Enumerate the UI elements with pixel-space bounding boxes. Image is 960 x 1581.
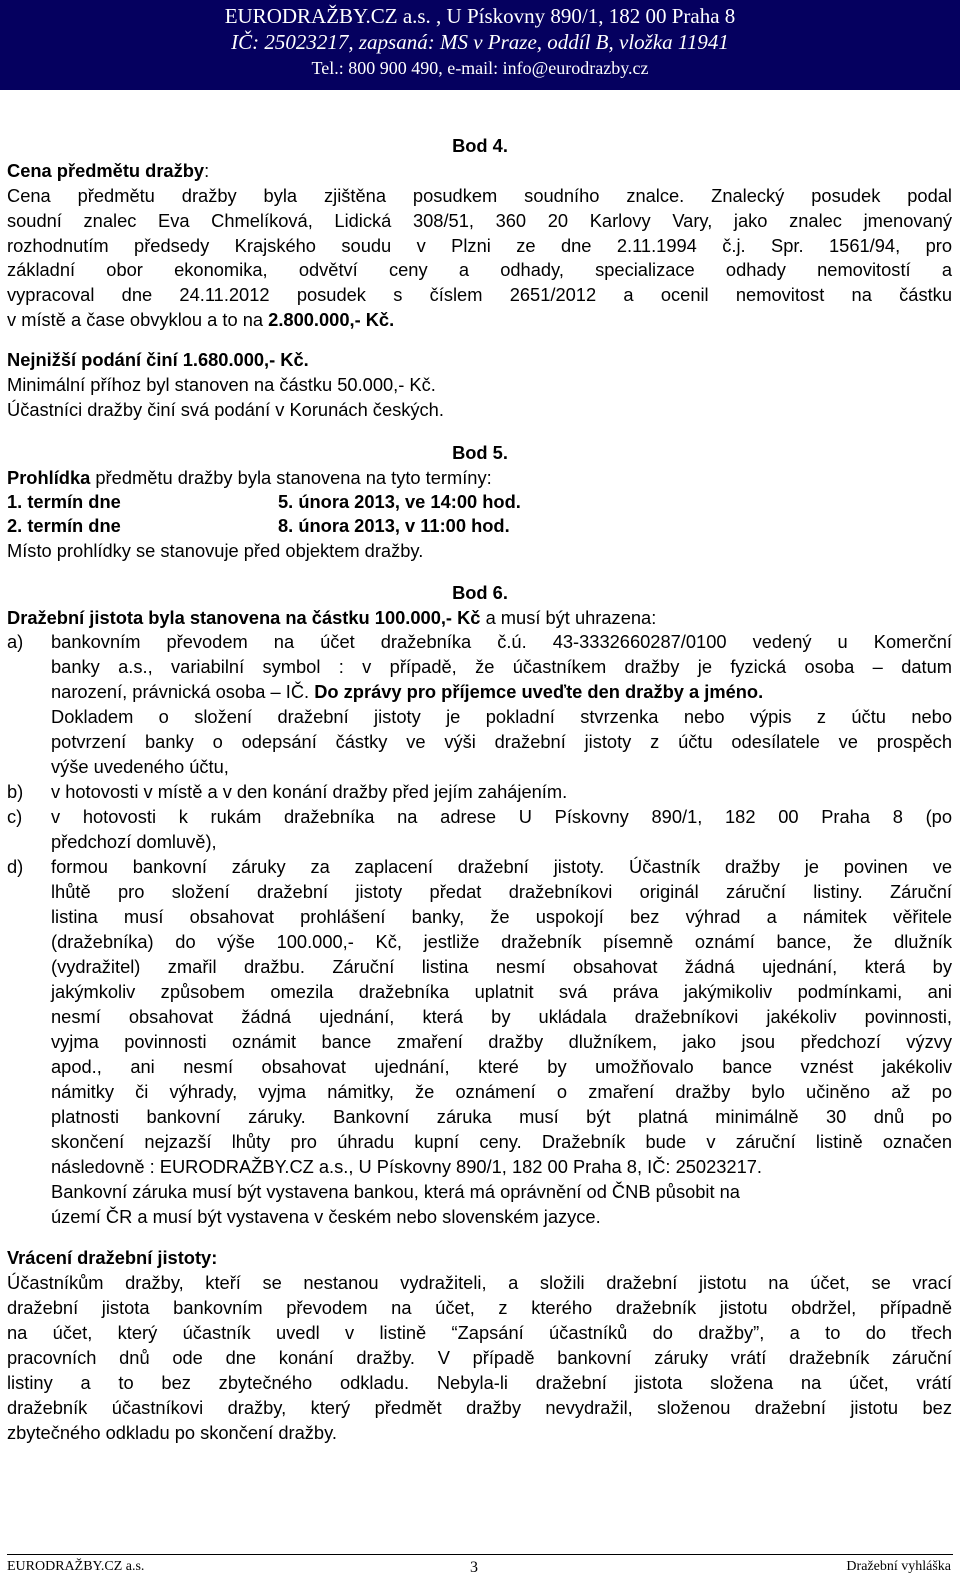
deposit-d-line: listina musí obsahovat prohlášení banky, že uspokojí bez výhrad a námitek věřitele bbox=[51, 906, 952, 927]
header-line-company: EURODRAŽBY.CZ a.s. , U Pískovny 890/1, 182 00 Praha 8 bbox=[224, 4, 736, 28]
deposit-c-line: předchozí domluvě), bbox=[51, 831, 217, 852]
refund-line-last: zbytečného odkladu po skončení dražby. bbox=[7, 1422, 337, 1443]
refund-line: Účastníkům dražby, kteří se nestanou vydražiteli, a složili dražební jistotu na účet, se vrací bbox=[7, 1272, 952, 1293]
deposit-a-line3-start: narození, právnická osoba – IČ. bbox=[51, 681, 315, 702]
deposit-b-line: v hotovosti v místě a v den konání dražby před jejím zahájením. bbox=[51, 781, 568, 802]
deposit-intro bbox=[7, 606, 656, 629]
deposit-a-line bbox=[51, 680, 763, 703]
footer-document-type: Dražební vyhláška bbox=[846, 1559, 951, 1574]
company-header bbox=[0, 0, 960, 90]
inspection-place: Místo prohlídky se stanovuje před objektem dražby. bbox=[7, 540, 424, 561]
deposit-d-line: (vydražitel) zmařil dražbu. Záruční listina nesmí obsahovat žádná ujednání, která by bbox=[51, 956, 952, 977]
bod4-line: soudní znalec Eva Chmelíková, Lidická 308/51, 360 20 Karlovy Vary, jako znalec jmenovaný bbox=[7, 210, 952, 231]
inspection-term-label: 2. termín dne bbox=[7, 515, 121, 536]
list-marker-b: b) bbox=[7, 781, 24, 802]
bod4-title bbox=[7, 159, 209, 182]
header-line-contact: Tel.: 800 900 490, e-mail: info@eurodrazby.cz bbox=[311, 58, 649, 78]
footer-company: EURODRAŽBY.CZ a.s. bbox=[7, 1559, 145, 1574]
min-increment: Minimální příhoz byl stanoven na částku 50.000,- Kč. bbox=[7, 374, 436, 395]
inspection-term-label: 1. termín dne bbox=[7, 491, 121, 512]
bod5-heading: Bod 5. bbox=[452, 442, 508, 463]
bod4-line: základní obor ekonomika, odvětví ceny a odhady, specializace odhady nemovitostí a bbox=[7, 259, 952, 280]
inspection-term-value: 8. února 2013, v 11:00 hod. bbox=[278, 515, 510, 536]
page-footer bbox=[0, 1554, 960, 1581]
deposit-d-tail-line: území ČR a musí být vystavena v českém nebo slovenském jazyce. bbox=[51, 1206, 601, 1227]
deposit-d-tail-line: Bankovní záruka musí být vystavena bankou, která má oprávnění od ČNB působit na bbox=[51, 1181, 740, 1202]
deposit-d-line: formou bankovní záruky za zaplacení dražební jistoty. Účastník dražby je povinen ve bbox=[51, 856, 952, 877]
inspection-intro-rest: předmětu dražby byla stanovena na tyto termíny: bbox=[90, 467, 492, 488]
deposit-d-line: skončení nejzazší lhůty pro úhradu kupní ceny. Dražebník bude v záruční listině označen bbox=[51, 1131, 952, 1152]
deposit-a-line: potvrzení banky o odepsání částky ve výši dražební jistoty z účtu odesílatele ve prospěch bbox=[51, 731, 952, 752]
deposit-a-line: bankovním převodem na účet dražebníka č.ú. 43-3332660287/0100 vedený u Komerční bbox=[51, 631, 952, 652]
bod4-price-line bbox=[7, 308, 394, 331]
bod4-price-prefix: v místě a čase obvyklou a to na bbox=[7, 309, 269, 330]
deposit-d-line: nesmí obsahovat žádná ujednání, která by ukládala dražebníkovi jakékoliv povinnosti, bbox=[51, 1006, 952, 1027]
refund-title: Vrácení dražební jistoty: bbox=[7, 1247, 218, 1268]
deposit-d-line: vyjma povinnosti oznámit bance zmaření dražby dlužníkem, jako jsou předchozí výzvy bbox=[51, 1031, 952, 1052]
lowest-bid: Nejnižší podání činí 1.680.000,- Kč. bbox=[7, 349, 309, 370]
list-marker-a: a) bbox=[7, 631, 24, 652]
page-number: 3 bbox=[470, 1559, 478, 1576]
deposit-c-line: v hotovosti k rukám dražebníka na adrese U Pískovny 890/1, 182 00 Praha 8 (po bbox=[51, 806, 952, 827]
deposit-a-line3-bold: Do zprávy pro příjemce uveďte den dražby a jméno. bbox=[314, 681, 764, 702]
bod4-line: Cena předmětu dražby byla zjištěna posudkem soudního znalce. Znalecký posudek podal bbox=[7, 185, 952, 206]
bod4-title-text: Cena předmětu dražby bbox=[7, 160, 205, 181]
bod4-title-colon: : bbox=[204, 160, 210, 181]
deposit-d-line: lhůtě pro složení dražební jistoty předat dražebníkovi originál záruční listiny. Záruční bbox=[51, 881, 952, 902]
deposit-intro-bold: Dražební jistota byla stanovena na částku 100.000,- Kč bbox=[7, 607, 481, 628]
bod4-line: vypracoval dne 24.11.2012 posudek s číslem 2651/2012 a ocenil nemovitost na částku bbox=[7, 284, 952, 305]
bod4-price-value: 2.800.000,- Kč. bbox=[268, 309, 395, 330]
refund-line: pracovních dnů ode dne konání dražby. V případě bankovní záruky vrátí dražebník záruční bbox=[7, 1347, 952, 1368]
refund-line: dražební jistota bankovním převodem na účet, z kterého dražebník jistotu obdržel, případně bbox=[7, 1297, 952, 1318]
deposit-a-line: Dokladem o složení dražební jistoty je pokladní stvrzenka nebo výpis z účtu nebo bbox=[51, 706, 952, 727]
deposit-d-line: apod., ani nesmí obsahovat ujednání, které by umožňovalo bance vznést jakékoliv bbox=[51, 1056, 952, 1077]
refund-line: na účet, který účastník uvedl v listině “Zapsání účastníků do dražby”, a to do třech bbox=[7, 1322, 952, 1343]
list-marker-d: d) bbox=[7, 856, 24, 877]
bod6-heading: Bod 6. bbox=[452, 582, 508, 603]
bod4-line: rozhodnutím předsedy Krajského soudu v Plzni ze dne 2.11.1994 č.j. Spr. 1561/94, pro bbox=[7, 235, 952, 256]
bod4-heading: Bod 4. bbox=[452, 135, 508, 156]
deposit-a-line: výše uvedeného účtu, bbox=[51, 756, 229, 777]
refund-line: listiny a to bez zbytečného odkladu. Nebyla-li dražební jistota složena na účet, vrátí bbox=[7, 1372, 952, 1393]
deposit-d-line: jakýmkoliv způsobem omezila dražebníka uplatnit svá práva jakýmikoliv podmínkami, ani bbox=[51, 981, 952, 1002]
list-marker-c: c) bbox=[7, 806, 23, 827]
inspection-intro bbox=[7, 466, 492, 489]
deposit-d-tail-line: následovně : EURODRAŽBY.CZ a.s., U Pískovny 890/1, 182 00 Praha 8, IČ: 25023217. bbox=[51, 1156, 762, 1177]
deposit-d-line: (dražebníka) do výše 100.000,- Kč, jestliže dražebník písemně oznámí bance, že dlužník bbox=[51, 931, 952, 952]
header-line-registration: IČ: 25023217, zapsaná: MS v Praze, oddíl B, vložka 11941 bbox=[231, 30, 729, 54]
deposit-intro-rest: a musí být uhrazena: bbox=[480, 607, 657, 628]
deposit-a-line: banky a.s., variabilní symbol : v případě, že účastníkem dražby je fyzická osoba – datum bbox=[51, 656, 952, 677]
deposit-d-line: platnosti bankovní záruky. Bankovní záruka musí být platná minimálně 30 dnů po bbox=[51, 1106, 952, 1127]
inspection-intro-bold: Prohlídka bbox=[7, 467, 91, 488]
inspection-term-value: 5. února 2013, ve 14:00 hod. bbox=[278, 491, 521, 512]
deposit-d-line: námitky či výhrady, vyjma námitky, že oznámení o zmaření dražby bylo učiněno až po bbox=[51, 1081, 952, 1102]
currency-note: Účastníci dražby činí svá podání v Korunách českých. bbox=[7, 399, 444, 420]
footer-rule bbox=[7, 1554, 953, 1555]
refund-line: dražebník účastníkovi dražby, který předmět dražby nevydražil, složenou dražební jistotu bez bbox=[7, 1397, 952, 1418]
